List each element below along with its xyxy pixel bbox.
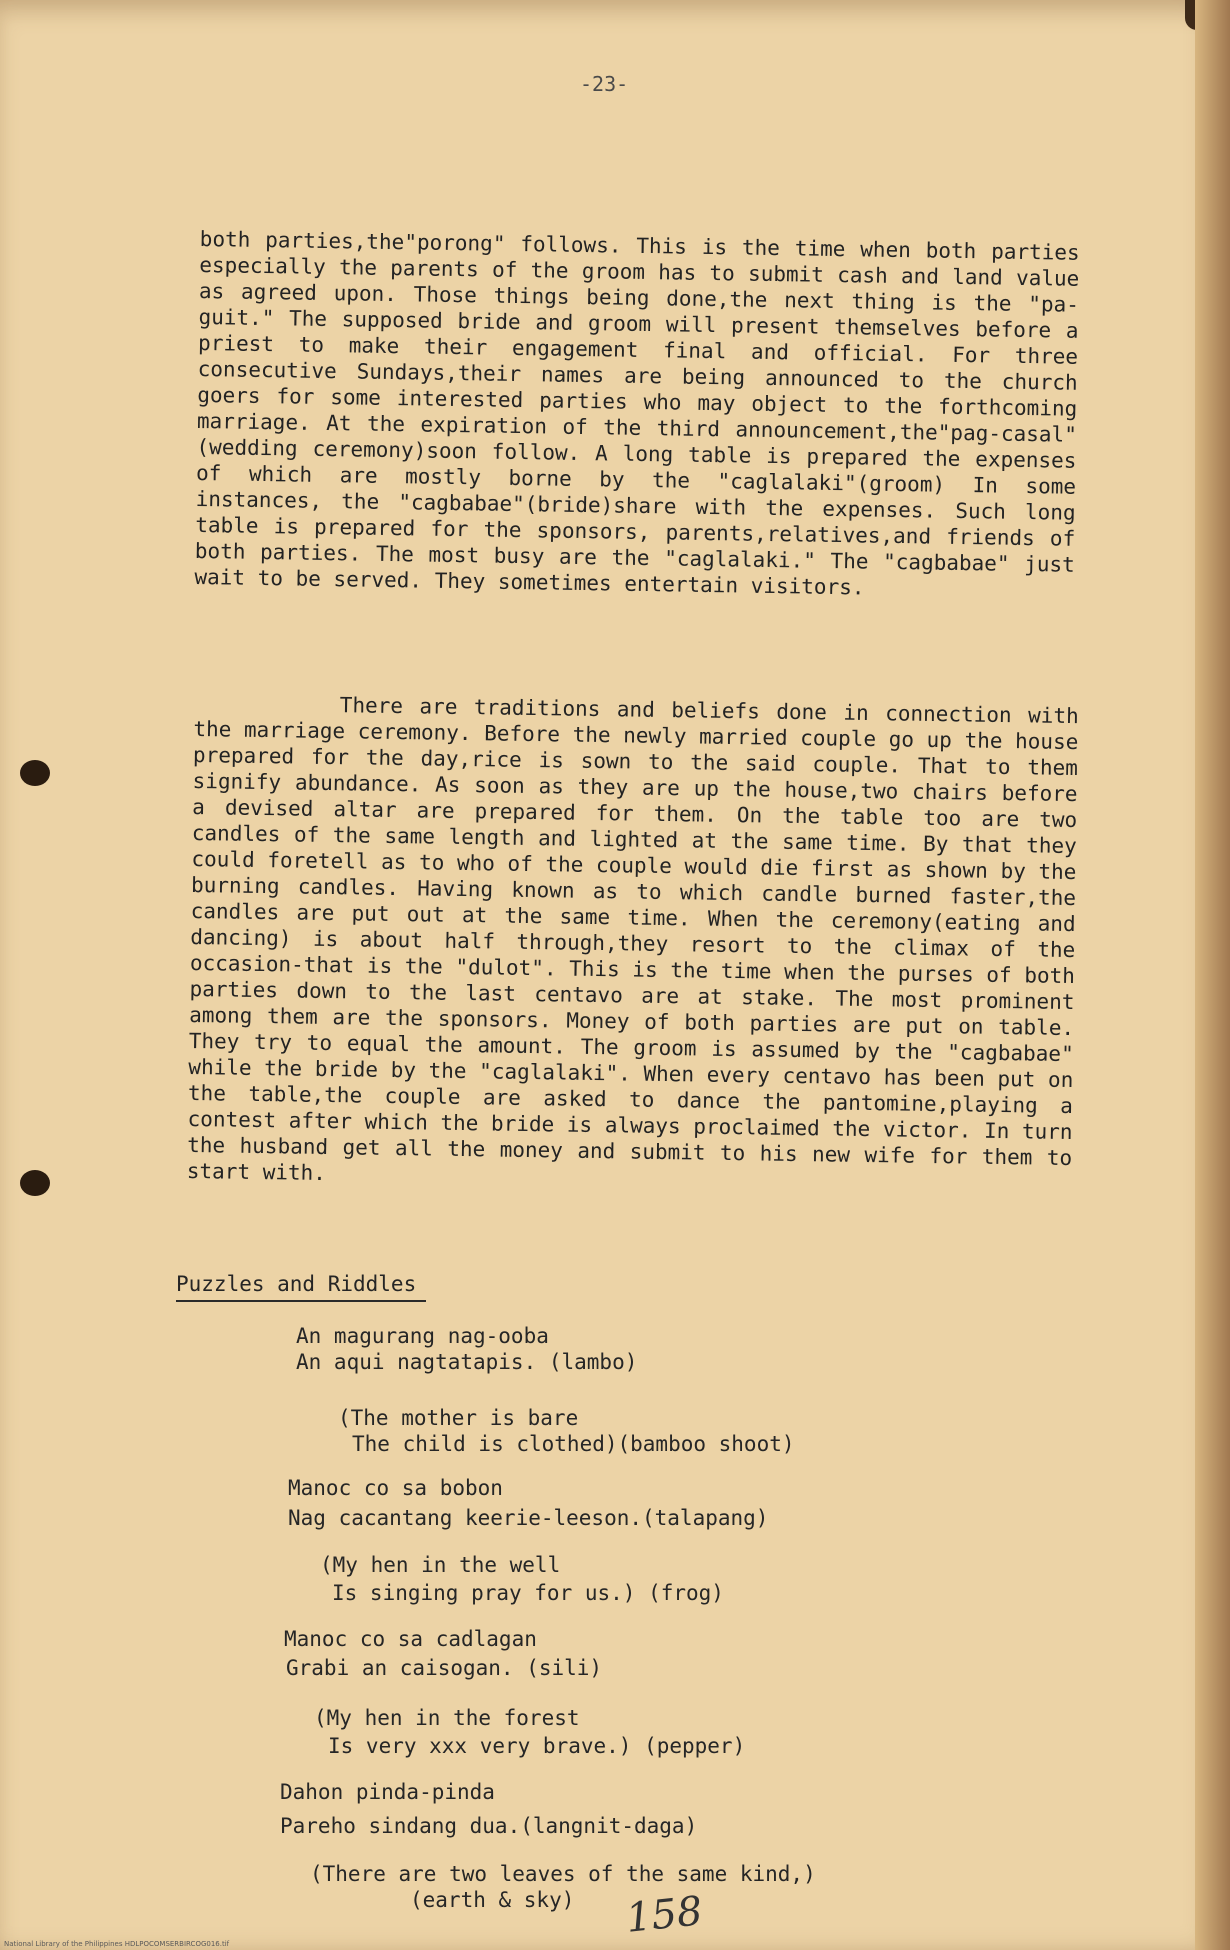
handwritten-page-number: 158	[623, 1888, 705, 1942]
riddle-line: Manoc co sa bobon	[288, 1476, 503, 1500]
binder-hole	[20, 1170, 50, 1196]
riddle-translation: Is very xxx very brave.) (pepper)	[328, 1734, 746, 1758]
footer-credit: National Library of the Philippines HDLPOCOMSERBIRCOG016.tif	[4, 1940, 230, 1948]
riddle-line: Pareho sindang dua.(langnit-daga)	[280, 1814, 698, 1838]
riddle-translation: The child is clothed)(bamboo shoot)	[352, 1432, 795, 1456]
page-number: -23-	[580, 72, 629, 96]
riddle-translation: Is singing pray for us.) (frog)	[332, 1581, 724, 1605]
section-heading: Puzzles and Riddles	[176, 1272, 426, 1302]
riddle-translation: (My hen in the well	[320, 1553, 561, 1577]
riddle-translation: (earth & sky)	[410, 1888, 575, 1912]
riddle-line: Grabi an caisogan. (sili)	[286, 1656, 603, 1680]
riddle-translation: (My hen in the forest	[314, 1706, 580, 1730]
binder-hole	[20, 760, 50, 786]
riddle-line: An magurang nag-ooba	[296, 1324, 549, 1348]
page-edge	[1195, 0, 1230, 1950]
paragraph-marriage-customs: both parties,the"porong" follows. This is the time when both parties especially the parents of the groom has to submit cash and land value as agreed upon. Those things being done,the next thing is the "pa-guit." The supposed bride and groom will present themselves before a priest to make their engagement final and official. For three consecutive Sundays,their names are being announced to the church goers for some interested parties who may object to the forthcoming marriage. At the expiration of the third announcement,the"pag-casal"(wedding ceremony)soon follow. A long table is prepared the expenses of which are mostly borne by the "caglalaki"(groom) In some instances, the "cagbabae"(bride)share with the expenses. Such long table is prepared for the sponsors, parents,relatives,and friends of both parties. The most busy are the "caglalaki." The "cagbabae" just wait to be served. They sometimes entertain visitors.	[194, 226, 1080, 600]
riddle-line: Manoc co sa cadlagan	[284, 1627, 537, 1651]
paragraph-marriage-traditions: There are traditions and beliefs done in connection with the marriage ceremony. Before the newly married couple go up the house prepared for the day,rice is sown to the said couple. That to them signify abundance. As soon as they are up the house,two chairs before a devised altar are prepared for them. On the table too are two candles of the same length and lighted at the same time. By that they could foretell as to who of the couple would die first as shown by the burning candles. Having known as to which candle burned faster,the candles are put out at the same time. When the ceremony(eating and dancing) is about half through,they resort to the climax of the occasion-that is the "dulot". This is the time when the purses of both parties down to the last centavo are at stake. The most prominent among them are the sponsors. Money of both parties are put on table. They try to equal the amount. The groom is assumed by the "cagbabae" while the bride by the "caglalaki". When every centavo has been put on the table,the couple are asked to dance the pantomine,playing a contest after which the bride is always proclaimed the victor. In turn the husband get all the money and submit to his new wife for them to start with.	[186, 693, 1079, 1186]
riddle-line: An aqui nagtatapis. (lambo)	[296, 1350, 638, 1374]
riddle-translation: (There are two leaves of the same kind,)	[310, 1862, 816, 1886]
riddle-line: Nag cacantang keerie-leeson.(talapang)	[288, 1506, 769, 1530]
riddle-line: Dahon pinda-pinda	[280, 1780, 495, 1804]
riddle-translation: (The mother is bare	[338, 1406, 579, 1430]
